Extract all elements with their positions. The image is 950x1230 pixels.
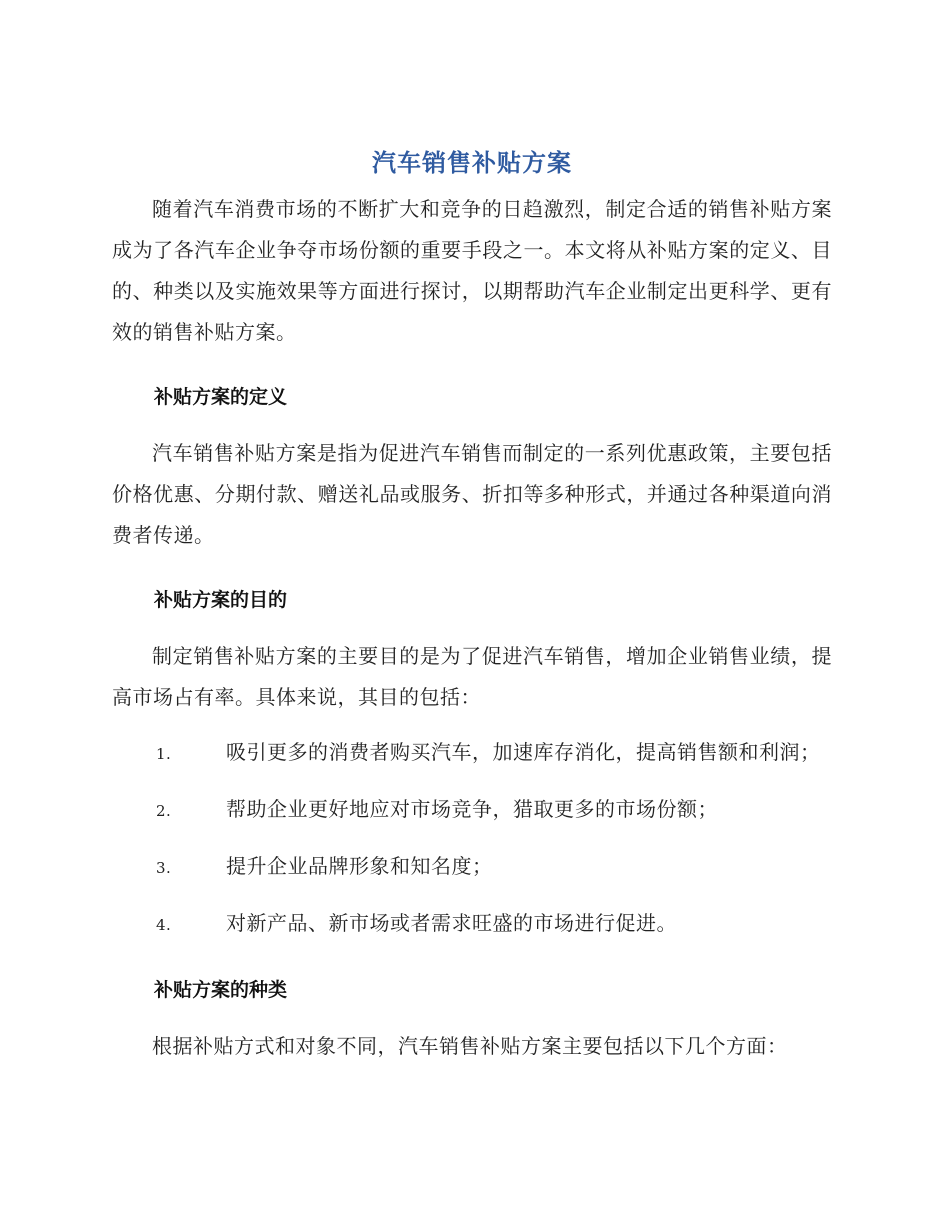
document-content bbox=[112, 145, 832, 1067]
list-item-number: 3. bbox=[156, 859, 172, 877]
intro-paragraph: 随着汽车消费市场的不断扩大和竞争的日趋激烈，制定合适的销售补贴方案成为了各汽车企业争夺市场份额的重要手段之一。本文将从补贴方案的定义、目的、种类以及实施效果等方面进行探讨，以期帮助汽车企业制定出更科学、更有效的销售补贴方案。 bbox=[112, 197, 832, 344]
list-item-text: 对新产品、新市场或者需求旺盛的市场进行促进。 bbox=[226, 911, 677, 935]
list-item-number: 4. bbox=[156, 916, 172, 934]
document-title: 汽车销售补贴方案 bbox=[372, 149, 572, 177]
list-item bbox=[112, 789, 832, 832]
list-item-text: 提升企业品牌形象和知名度； bbox=[226, 854, 493, 878]
list-item-number: 1. bbox=[156, 745, 172, 763]
section-paragraph-definition: 汽车销售补贴方案是指为促进汽车销售而制定的一系列优惠政策，主要包括价格优惠、分期付款、赠送礼品或服务、折扣等多种形式，并通过各种渠道向消费者传递。 bbox=[112, 441, 832, 547]
list-item-number: 2. bbox=[156, 802, 172, 820]
section-heading-definition: 补贴方案的定义 bbox=[154, 386, 288, 408]
list-item-text: 帮助企业更好地应对市场竞争，猎取更多的市场份额； bbox=[226, 797, 718, 821]
list-item-text: 吸引更多的消费者购买汽车，加速库存消化，提高销售额和利润； bbox=[226, 740, 821, 764]
list-item bbox=[112, 732, 832, 775]
section-paragraph-purpose: 制定销售补贴方案的主要目的是为了促进汽车销售，增加企业销售业绩，提高市场占有率。具体来说，其目的包括： bbox=[112, 644, 832, 709]
section-heading-types: 补贴方案的种类 bbox=[154, 979, 288, 1001]
list-item bbox=[112, 903, 832, 946]
section-heading-purpose: 补贴方案的目的 bbox=[154, 589, 288, 611]
section-paragraph-types: 根据补贴方式和对象不同，汽车销售补贴方案主要包括以下几个方面： bbox=[152, 1034, 788, 1058]
purpose-list bbox=[112, 732, 832, 946]
list-item bbox=[112, 846, 832, 889]
